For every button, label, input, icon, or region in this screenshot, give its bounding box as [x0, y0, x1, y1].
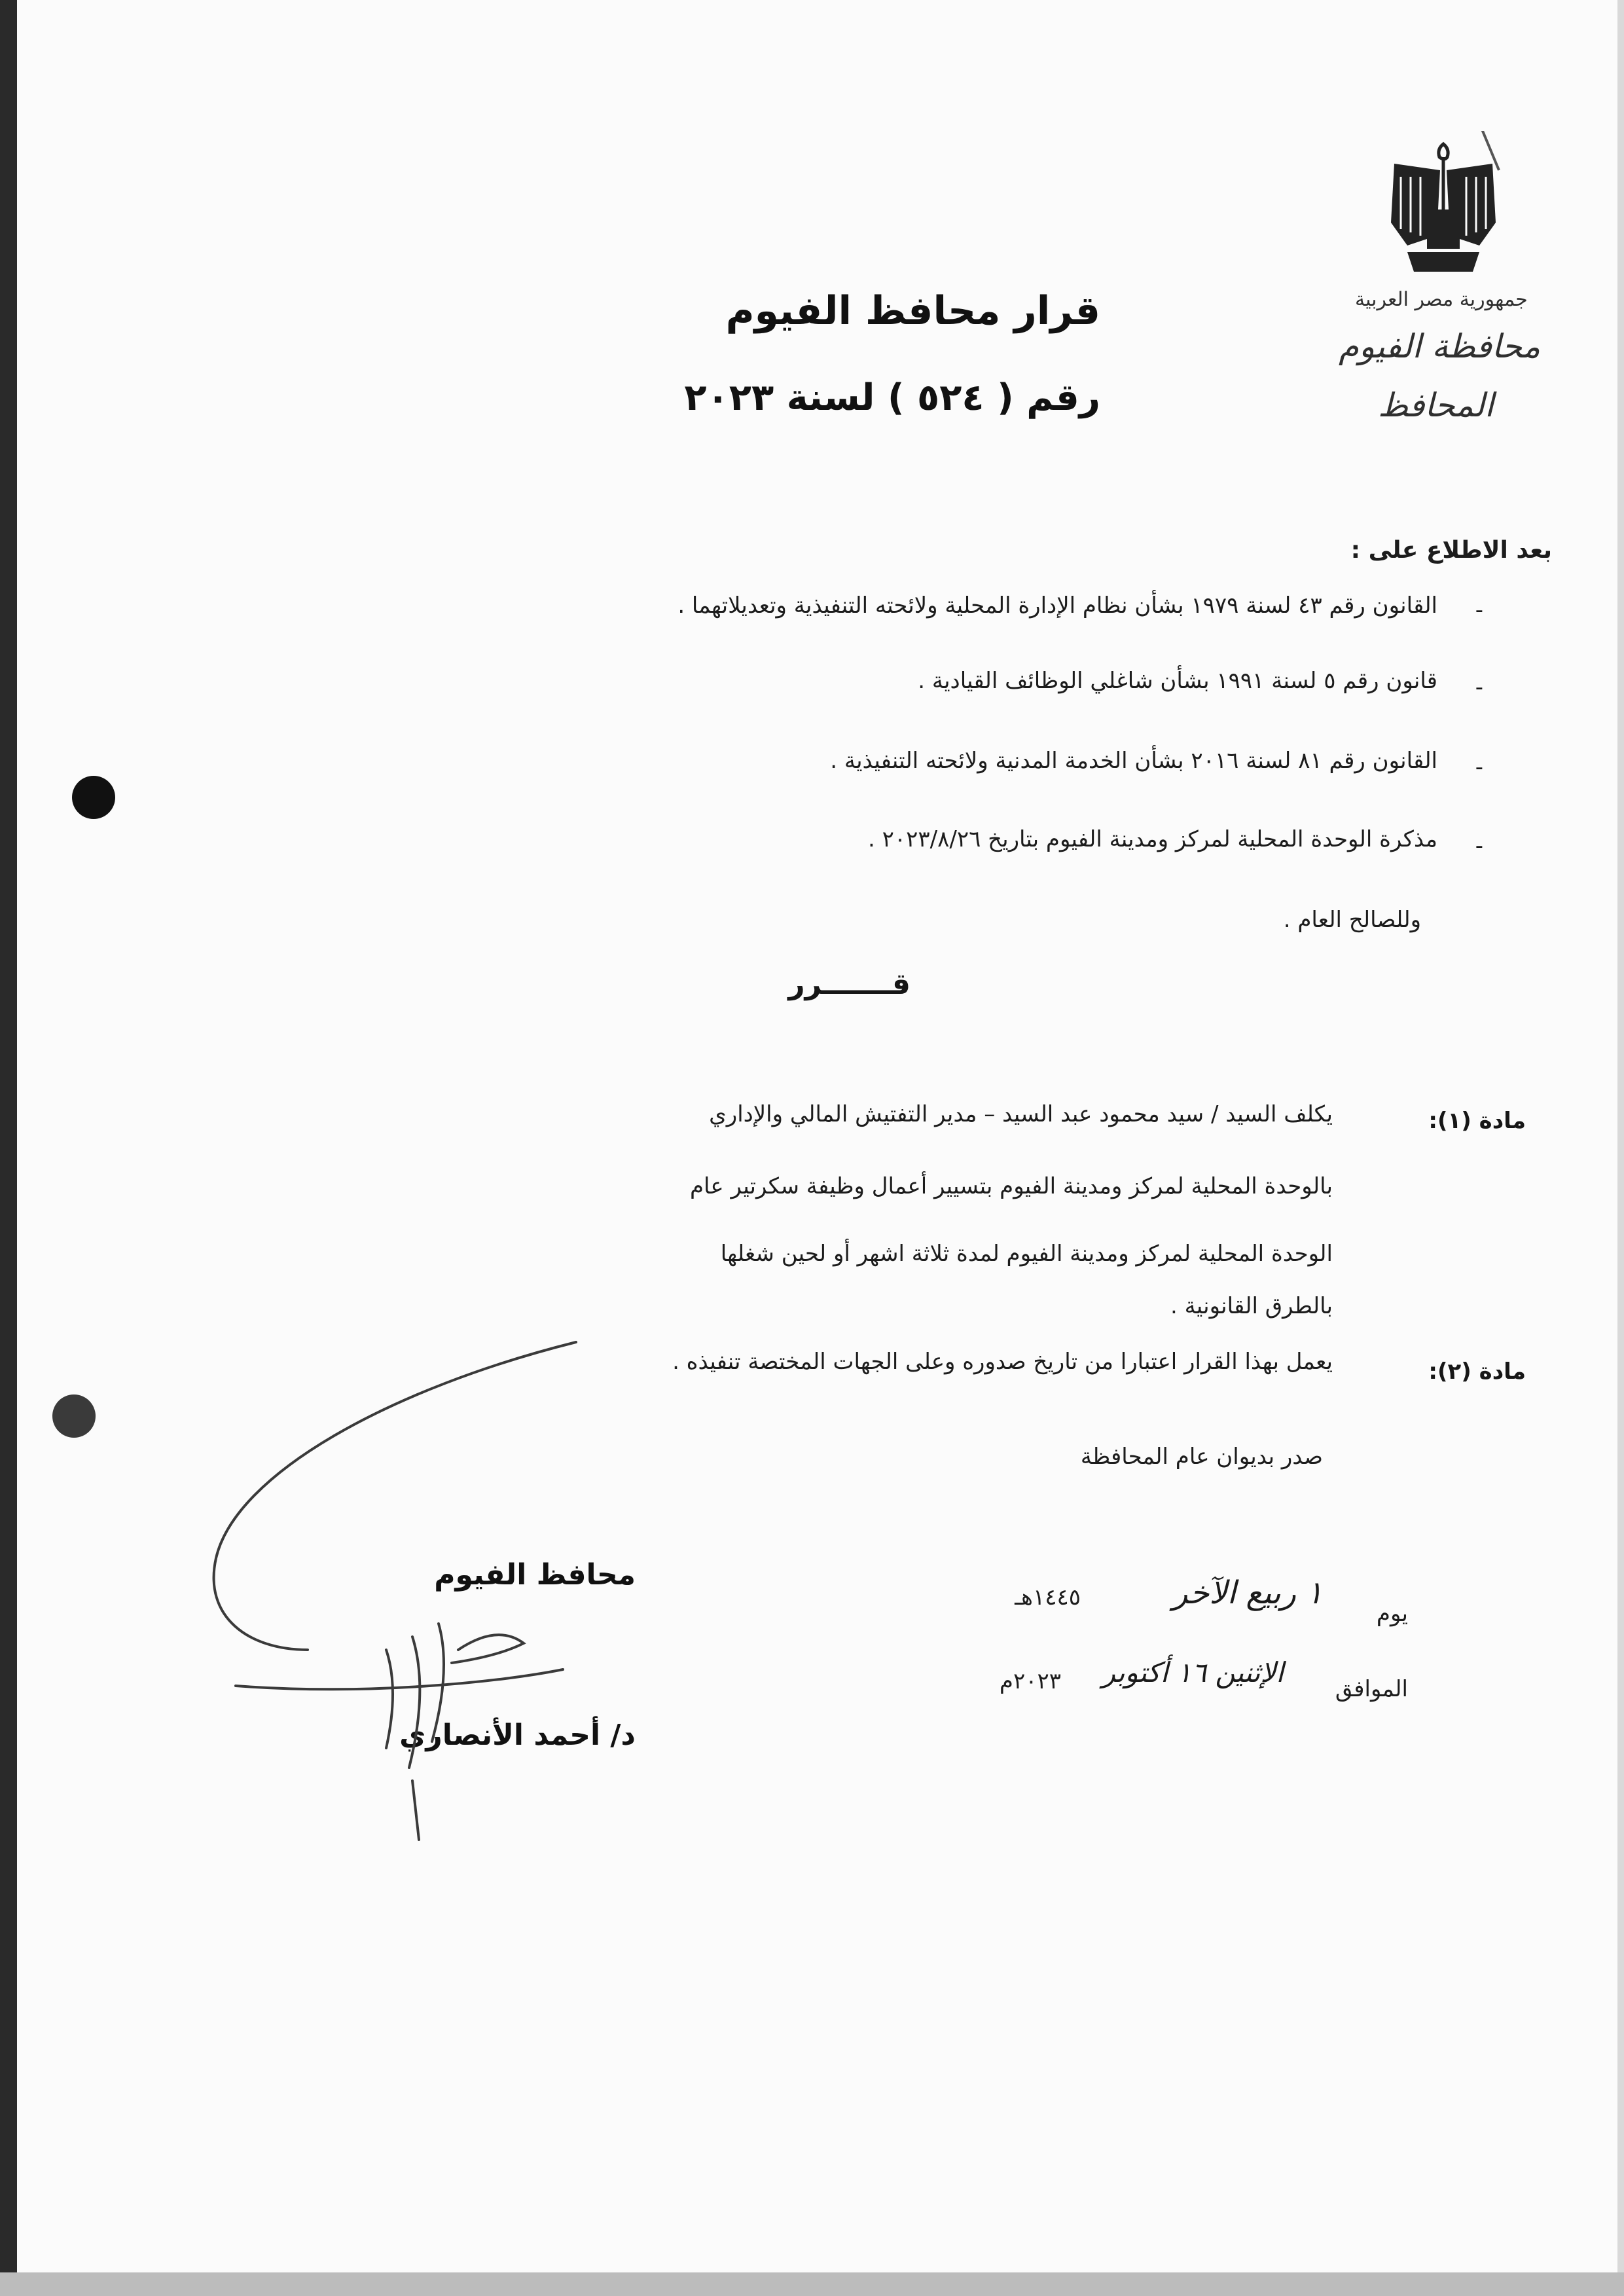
hijri-date-handwritten: ١ ربيع الآخر — [1172, 1575, 1323, 1611]
preamble-item: مذكرة الوحدة المحلية لمركز ومدينة الفيوم بتاريخ ٢٠٢٣/٨/٢٦ . — [868, 826, 1437, 852]
stamp-office: المحافظ — [1378, 386, 1494, 424]
punch-hole-top — [72, 776, 115, 819]
gregorian-year: ٢٠٢٣م — [999, 1668, 1061, 1694]
issued-at: صدر بديوان عام المحافظة — [1080, 1444, 1323, 1470]
article-1-label: مادة (١): — [1428, 1108, 1526, 1134]
list-bullet: - — [1475, 674, 1483, 701]
article-1-line: الوحدة المحلية لمركز ومدينة الفيوم لمدة ثلاثة اشهر أو لحين شغلها — [720, 1241, 1333, 1267]
scan-bottom-edge — [0, 2272, 1624, 2296]
decree-title: قرار محافظ الفيوم — [725, 288, 1100, 334]
list-bullet: - — [1475, 833, 1483, 859]
article-2-label: مادة (٢): — [1428, 1358, 1526, 1385]
list-bullet: - — [1475, 597, 1483, 623]
article-1-line: بالطرق القانونية . — [1170, 1293, 1333, 1319]
punch-hole-bottom — [52, 1394, 96, 1438]
article-1-line: بالوحدة المحلية لمركز ومدينة الفيوم بتسيير أعمال وظيفة سكرتير عام — [689, 1173, 1333, 1199]
hijri-year: ١٤٤٥هـ — [1015, 1584, 1081, 1611]
preamble-heading: بعد الاطلاع على : — [1350, 537, 1552, 564]
list-bullet: - — [1475, 754, 1483, 780]
preamble-item: القانون رقم ٤٣ لسنة ١٩٧٩ بشأن نظام الإدارة المحلية ولائحته التنفيذية وتعديلاتهما . — [677, 592, 1437, 619]
signatory-title: محافظ الفيوم — [434, 1558, 636, 1592]
gregorian-date-handwritten: الإثنين ١٦ أكتوبر — [1102, 1656, 1284, 1688]
decree-number: رقم ( ٥٢٤ ) لسنة ٢٠٢٣ — [684, 376, 1100, 419]
article-1-line: يكلف السيد / سيد محمود عبد السيد – مدير التفتيش المالي والإداري — [709, 1101, 1333, 1127]
eagle-emblem-icon — [1381, 131, 1506, 282]
preamble-item: قانون رقم ٥ لسنة ١٩٩١ بشأن شاغلي الوظائف القيادية . — [918, 668, 1437, 694]
scan-left-edge — [0, 0, 17, 2296]
decision-heading: قـــــــرر — [788, 968, 911, 1001]
gregorian-label: الموافق — [1335, 1676, 1408, 1702]
hijri-day-label: يوم — [1376, 1601, 1408, 1627]
preamble-item: القانون رقم ٨١ لسنة ٢٠١٦ بشأن الخدمة المدنية ولائحته التنفيذية . — [830, 748, 1437, 774]
public-interest: وللصالح العام . — [1283, 907, 1421, 933]
emblem-caption: جمهورية مصر العربية — [1355, 288, 1528, 311]
scan-right-edge — [1617, 0, 1624, 2296]
signatory-name: د/ أحمد الأنصاري — [399, 1719, 636, 1752]
article-2-line: يعمل بهذا القرار اعتبارا من تاريخ صدوره وعلى الجهات المختصة تنفيذه . — [672, 1349, 1333, 1375]
stamp-governorate: محافظة الفيوم — [1339, 327, 1541, 365]
